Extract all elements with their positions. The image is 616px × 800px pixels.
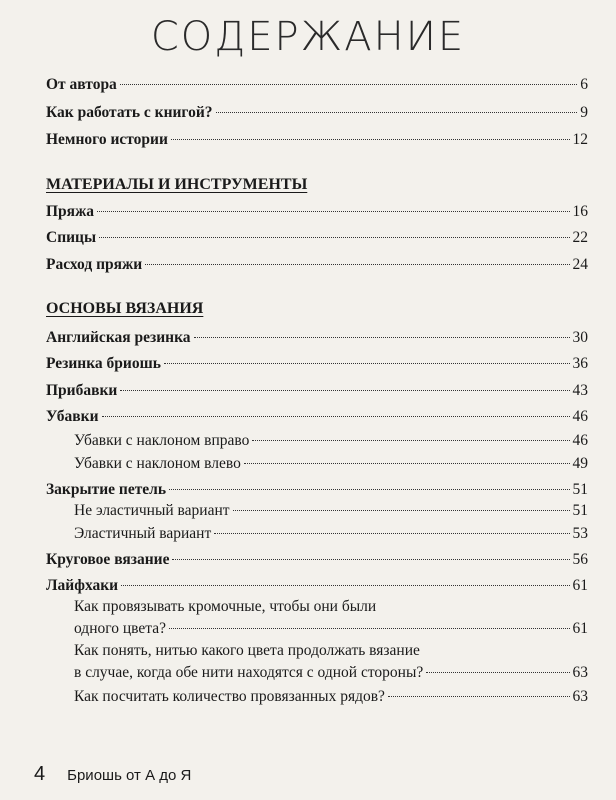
dot-leader [164,363,570,364]
dot-leader [252,440,569,441]
dot-leader [99,237,569,238]
toc-entry-page: 43 [572,382,588,399]
toc-entry-page: 63 [572,688,588,705]
toc-entry-which-color[interactable] [74,664,588,682]
dot-leader [216,112,578,113]
toc-entry-label: Эластичный вариант [74,525,212,542]
toc-entry-elastic[interactable] [74,525,588,543]
toc-entry-page: 12 [572,131,588,148]
toc-entry-count-rows[interactable] [74,688,588,706]
book-title: Бриошь от А до Я [67,767,192,784]
toc-entry-page: 46 [572,408,588,425]
toc-entry-page: 22 [572,229,588,246]
toc-entry-label: От автора [46,76,117,93]
toc-entry-page: 56 [572,551,588,568]
toc-entry-page: 16 [572,203,588,220]
toc-entry-english-rib[interactable] [46,329,588,347]
toc-entry-page: 61 [572,620,588,637]
toc-entry-label: Резинка бриошь [46,355,161,372]
toc-entry-page: 9 [580,104,588,121]
toc-entry-page: 46 [572,432,588,449]
toc-entry-label: Убавки с наклоном влево [74,455,241,472]
toc-entry-label: Лайфхаки [46,577,119,594]
toc-entry-increases[interactable] [46,382,588,400]
section-heading-materials[interactable]: МАТЕРИАЛЫ И ИНСТРУМЕНТЫ [46,176,308,193]
toc-entry-label: Круговое вязание [46,551,170,568]
toc-entry-label: Немного истории [46,131,168,148]
dot-leader [120,390,569,391]
dot-leader [233,510,570,511]
toc-entry-label: Спицы [46,229,97,246]
toc-entry-label: Английская резинка [46,329,191,346]
dot-leader [169,489,569,490]
dot-leader [120,84,577,85]
toc-entry-yarn-usage[interactable] [46,256,588,274]
toc-entry-label: Не эластичный вариант [74,502,230,519]
toc-entry-page: 24 [572,256,588,273]
toc-entry-edge-stitches[interactable] [74,620,588,638]
toc-entry-label: Пряжа [46,203,95,220]
toc-entry-page: 61 [572,577,588,594]
toc-entry-lifehacks[interactable] [46,577,588,595]
toc-entry-decreases-right[interactable] [74,432,588,450]
dot-leader [426,672,569,673]
toc-entry-label: Прибавки [46,382,118,399]
toc-entry-page: 6 [580,76,588,93]
toc-entry-decreases-left[interactable] [74,455,588,473]
toc-entry-non-elastic[interactable] [74,502,588,520]
dot-leader [214,533,569,534]
toc-entry-label: Закрытие петель [46,481,167,498]
toc-entry-decreases[interactable] [46,408,588,426]
toc-entry-which-color-line1: Как понять, нитью какого цвета продолжать вязание [74,642,420,659]
section-heading-basics[interactable]: ОСНОВЫ ВЯЗАНИЯ [46,300,204,317]
toc-entry-page: 63 [572,664,588,681]
toc-entry-page: 53 [572,525,588,542]
toc-entry-how-to-use[interactable] [46,104,588,122]
dot-leader [194,337,570,338]
toc-entry-page: 51 [572,502,588,519]
toc-entry-yarn[interactable] [46,203,588,221]
dot-leader [171,139,570,140]
toc-entry-label: Убавки [46,408,99,425]
toc-entry-edge-stitches-line1: Как провязывать кромочные, чтобы они были [74,598,377,615]
page-footer [34,763,191,786]
toc-entry-label: Как посчитать количество провязанных рядов? [74,688,385,705]
dot-leader [97,211,569,212]
toc-entry-label: Как работать с книгой? [46,104,213,121]
toc-entry-history[interactable] [46,131,588,149]
toc-entry-label: Расход пряжи [46,256,143,273]
toc-entry-label: Убавки с наклоном вправо [74,432,250,449]
toc-entry-circular[interactable] [46,551,588,569]
toc-entry-page: 51 [572,481,588,498]
toc-entry-label: одного цвета? [74,620,166,637]
toc-entry-page: 49 [572,455,588,472]
toc-entry-page: 36 [572,355,588,372]
dot-leader [145,264,569,265]
dot-leader [121,585,569,586]
dot-leader [244,463,570,464]
page-number: 4 [34,763,46,785]
dot-leader [388,696,570,697]
toc-entry-bind-off[interactable] [46,481,588,499]
toc-entry-brioche-rib[interactable] [46,355,588,373]
toc-entry-needles[interactable] [46,229,588,247]
dot-leader [102,416,570,417]
dot-leader [172,559,569,560]
toc-entry-page: 30 [572,329,588,346]
toc-entry-label: в случае, когда обе нити находятся с одной стороны? [74,664,424,681]
page-title: СОДЕРЖАНИЕ [150,14,466,60]
toc-entry-from-author[interactable] [46,76,588,94]
dot-leader [169,628,570,629]
